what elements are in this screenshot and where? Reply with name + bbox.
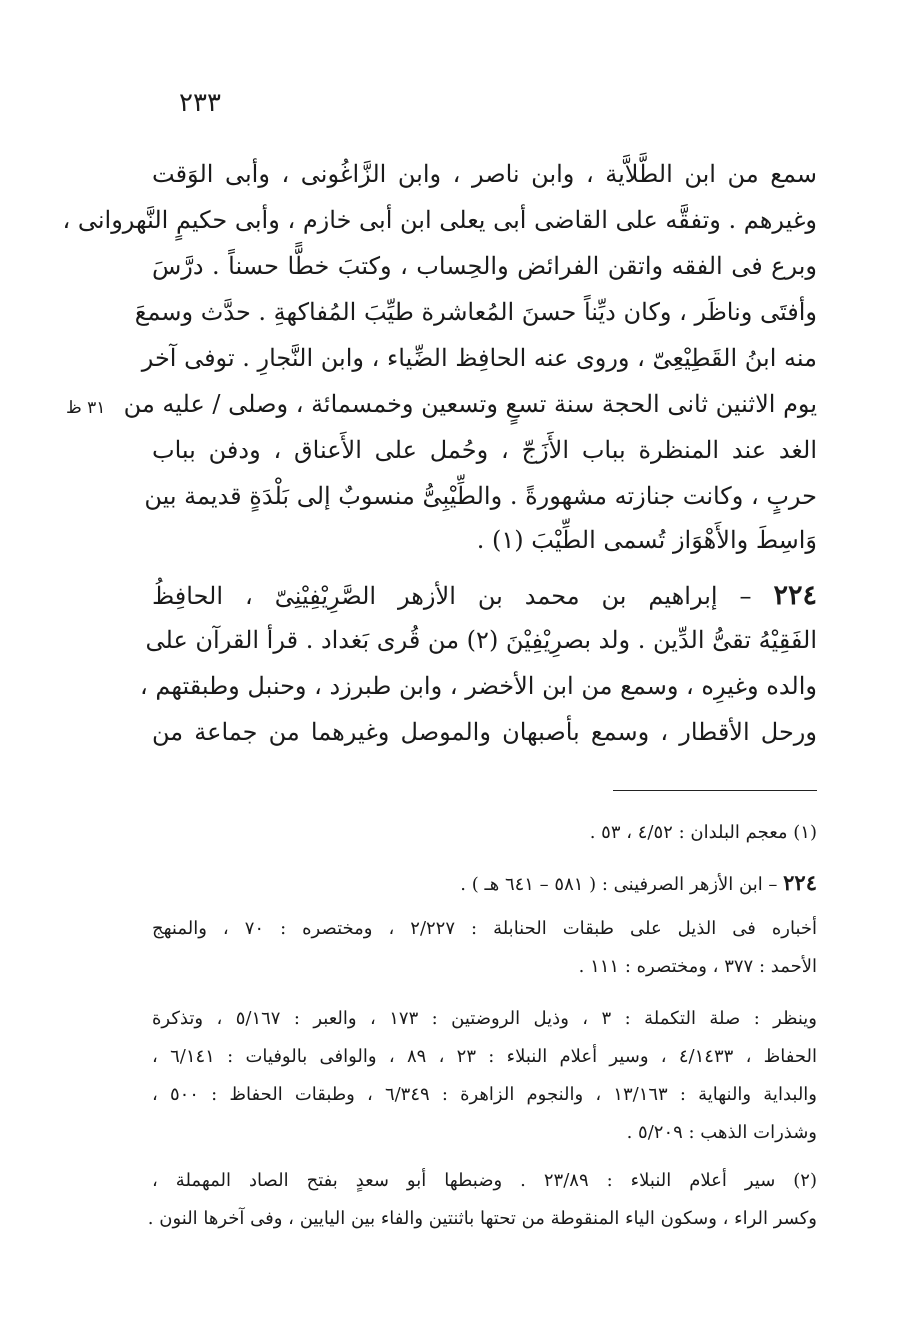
body-line: الفَقِيْهُ تقىُّ الدِّين . ولد بصرِيْفِيْنَ (٢) من قُرى بَغداد . قرأ القرآن على: [145, 626, 817, 654]
margin-folio-note: ٣١ ظ: [66, 398, 106, 418]
footnote-line: الأحمد : ٣٧٧ ، ومختصره : ١١١ .: [578, 956, 817, 977]
footnote-line: أخباره فى الذيل على طبقات الحنابلة : ٢/٢٢٧ ، ومختصره : ٧٠ ، والمنهج: [152, 918, 818, 939]
footnote-entry-heading: [152, 870, 817, 895]
footnote-entry-number: ٢٢٤: [783, 870, 817, 895]
body-line: وغيرهم . وتفقَّه على القاضى أبى يعلى ابن أبى خازم ، وأبى حكيمٍ النَّهروانى ،: [62, 206, 817, 234]
footnote-entry-title: – ابن الأزهر الصرفينى : ( ٥٨١ – ٦٤١ هـ ) .: [460, 874, 784, 895]
body-line: وبرع فى الفقه واتقن الفرائض والحِساب ، وكتبَ خطًّا حسناً . درَّسَ: [152, 252, 817, 280]
entry-first-line: – إبراهيم بن محمد بن الأزهر الصَّرِيْفِيْنِىّ ، الحافِظُ: [152, 582, 774, 610]
footnote-1: (١) معجم البلدان : ٤/٥٢ ، ٥٣ .: [589, 822, 817, 843]
footnote-line: الحفاظ ، ٤/١٤٣٣ ، وسير أعلام النبلاء : ٢٣ ، ٨٩ ، والوافى بالوفيات : ٦/١٤١ ،: [152, 1046, 818, 1067]
entry-number: ٢٢٤: [773, 580, 817, 611]
footnote-2-line: وكسر الراء ، وسكون الياء المنقوطة من تحتها باثنتين والفاء بين اليايين ، وفى آخرها النون .: [147, 1208, 817, 1229]
entry-heading-line: [152, 580, 817, 611]
footnote-line: والبداية والنهاية : ١٣/١٦٣ ، والنجوم الزاهرة : ٦/٣٤٩ ، وطبقات الحفاظ : ٥٠٠ ،: [152, 1084, 817, 1105]
body-line: سمع من ابن الطَّلاَّية ، وابن ناصر ، وابن الزَّاغُونى ، وأبى الوَقت: [152, 160, 817, 188]
footnote-2-line: (٢) سير أعلام النبلاء : ٢٣/٨٩ . وضبطها أبو سعدٍ بفتح الصاد المهملة ،: [152, 1170, 817, 1191]
body-line: والده وغيرِه ، وسمع من ابن الأخضر ، وابن طبرزد ، وحنبل وطبقتهم ،: [140, 672, 817, 700]
body-line: الغد عند المنظرة بباب الأَزَجّ ، وحُمل على الأَعناق ، ودفن بباب: [152, 436, 817, 464]
body-line: وَاسِطَ والأَهْوَاز تُسمى الطِّيْبَ (١) .: [476, 526, 817, 554]
body-line: ورحل الأقطار ، وسمع بأصبهان والموصل وغيرهما من جماعة من: [152, 718, 817, 746]
footnote-line: وينظر : صلة التكملة : ٣ ، وذيل الروضتين : ١٧٣ ، والعبر : ٥/١٦٧ ، وتذكرة: [152, 1008, 817, 1029]
footnote-line: وشذرات الذهب : ٥/٢٠٩ .: [626, 1122, 817, 1143]
body-line: حربٍ ، وكانت جنازته مشهورةً . والطِّيْبِىُّ منسوبٌ إلى بَلْدَةٍ قديمة بين: [144, 482, 817, 510]
body-line: يوم الاثنين ثانى الحجة سنة تسعٍ وتسعين وخمسمائة ، وصلى / عليه من: [123, 390, 817, 418]
page-number: ٢٣٣: [179, 88, 221, 118]
body-line: وأفتَى وناظَر ، وكان ديِّناً حسنَ المُعاشرة طيِّبَ المُفاكهةِ . حدَّث وسمعَ: [134, 298, 817, 326]
body-line: منه ابنُ القَطِيْعِىّ ، وروى عنه الحافِظ الضِّياء ، وابن النَّجارِ . توفى آخر: [141, 344, 817, 372]
footnote-separator: [613, 790, 817, 791]
